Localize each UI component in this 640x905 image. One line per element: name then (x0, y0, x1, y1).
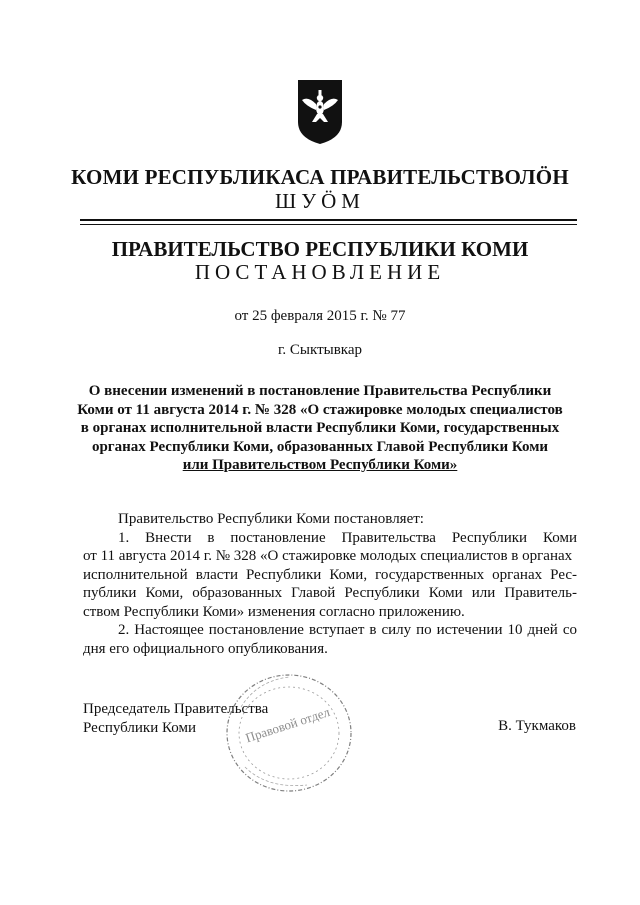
title-line: органах Республики Коми, образованных Главой Республики Коми (91, 438, 549, 455)
body-p1-line: публики Коми, образованных Главой Республики Коми или Правитель- (83, 585, 577, 601)
body-p2-line: 2. Настоящее постановление вступает в силу по истечении 10 дней со (118, 622, 577, 638)
coat-of-arms-emblem (296, 78, 344, 146)
body-p2-line: дня его официального опубликования. (83, 640, 328, 657)
document-body (83, 510, 577, 658)
title-line: или Правительством Республики Коми» (182, 457, 458, 473)
org-name-komi: КОМИ РЕСПУБЛИКАСА ПРАВИТЕЛЬСТВОЛÖН (71, 165, 569, 189)
doc-type-russian: ПОСТАНОВЛЕНИЕ (194, 260, 446, 284)
body-intro: Правительство Республики Коми постановляет: (118, 511, 424, 527)
title-line: в органах исполнительной власти Республики Коми, государственных (80, 420, 560, 436)
signatory-position: Республики Коми (83, 720, 196, 736)
body-p1-line: ством Республики Коми» изменения согласно приложению. (83, 603, 465, 620)
stamp-text: Правовой отдел (243, 704, 332, 746)
title-line: О внесении изменений в постановление Правительства Республики (88, 383, 552, 399)
doc-type-komi: ШУÖМ (275, 189, 365, 213)
body-p1-line: исполнительной власти Республики Коми, государственных органах Рес- (83, 566, 577, 583)
header-divider-thick (80, 219, 577, 221)
body-p1-line: 1. Внести в постановление Правительства Республики Коми (118, 529, 577, 546)
title-line: Коми от 11 августа 2014 г. № 328 «О стажировке молодых специалистов (77, 401, 563, 418)
official-stamp (217, 667, 357, 802)
org-name-russian: ПРАВИТЕЛЬСТВО РЕСПУБЛИКИ КОМИ (111, 237, 529, 261)
signatory-name: В. Тукмаков (498, 718, 576, 734)
document-date-number: от 25 февраля 2015 г. № 77 (234, 308, 406, 324)
signatory-position: Председатель Правительства (83, 701, 269, 717)
document-title (0, 382, 640, 475)
document-city: г. Сыктывкар (277, 342, 363, 358)
body-p1-line: от 11 августа 2014 г. № 328 «О стажировке молодых специалистов в органах (83, 548, 573, 564)
header-divider-thin (80, 224, 577, 225)
